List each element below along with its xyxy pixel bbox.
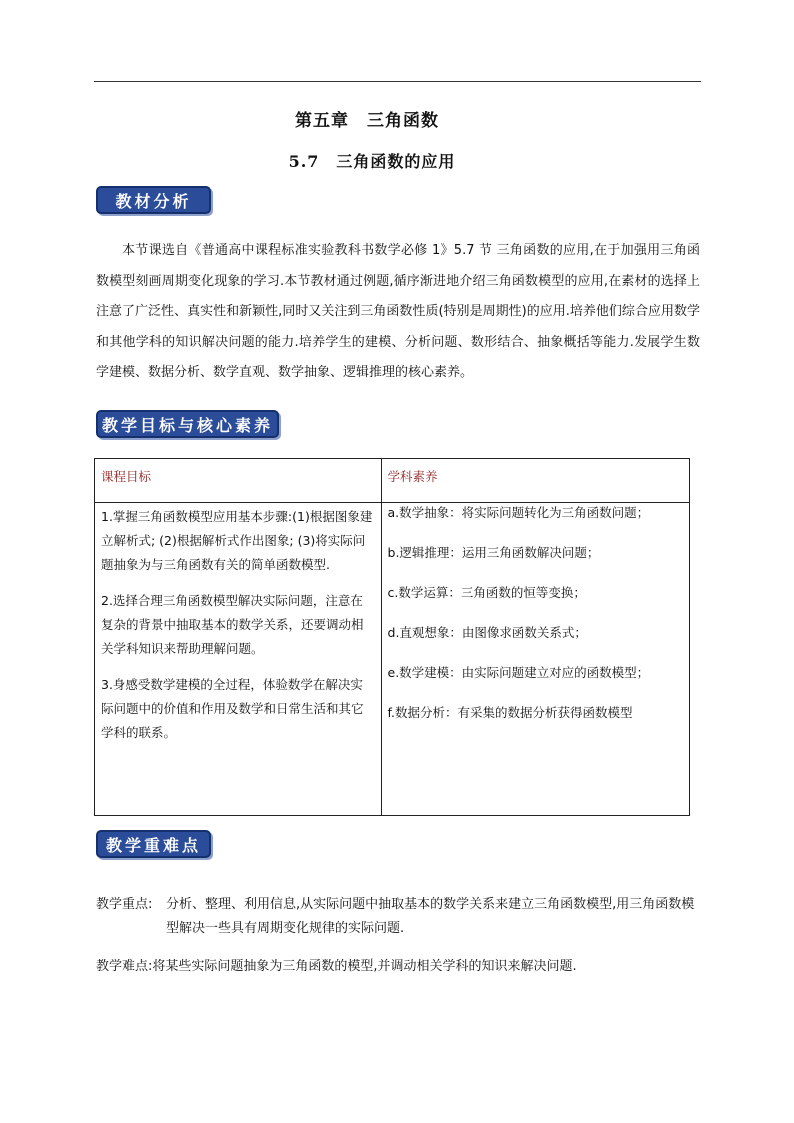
key-difficulty	[96, 955, 706, 979]
literacy-item: f.数据分析：有采集的数据分析获得函数模型	[387, 705, 633, 720]
literacy-item: b.逻辑推理：运用三角函数解决问题；	[387, 545, 600, 560]
literacy-item: d.直观想象：由图像求函数关系式；	[387, 625, 587, 640]
chapter-title: 第五章 三角函数	[295, 111, 439, 131]
table-header-row	[95, 459, 690, 503]
key-points-banner: 教学重难点	[96, 830, 211, 858]
objective-item: 2.选择合理三角函数模型解决实际问题，注意在复杂的背景中抽取基本的数学关系，还要调动相关学科知识来帮助理解问题。	[101, 593, 364, 656]
key-point-label: 教学重点:	[96, 897, 153, 912]
literacy-item: c.数学运算：三角函数的恒等变换；	[387, 585, 586, 600]
key-point-text: 分析、整理、利用信息,从实际问题中抽取基本的数学关系来建立三角函数模型,用三角函数模型解决一些具有周期变化规律的实际问题.	[166, 897, 695, 936]
section-title: 5.7 三角函数的应用	[288, 152, 456, 171]
table-body-row	[95, 503, 690, 816]
key-difficulty-label: 教学难点:	[96, 959, 153, 974]
analysis-banner: 教材分析	[96, 186, 211, 214]
literacy-item: e.数学建模：由实际问题建立对应的函数模型；	[387, 665, 650, 680]
objective-item: 1.掌握三角函数模型应用基本步骤:(1)根据图象建立解析式; (2)根据解析式作出图象; (3)将实际问题抽象为与三角函数有关的简单函数模型.	[101, 509, 373, 572]
literacy-cell	[381, 503, 689, 816]
goals-banner: 教学目标与核心素养	[96, 410, 279, 438]
objective-item: 3.身感受数学建模的全过程，体验数学在解决实际问题中的价值和作用及数学和日常生活和其它学科的联系。	[101, 677, 364, 740]
objectives-cell	[95, 503, 382, 816]
header-subject-literacy: 学科素养	[381, 459, 689, 503]
literacy-item: a.数学抽象：将实际问题转化为三角函数问题；	[387, 505, 650, 520]
top-rule	[94, 81, 701, 82]
goals-table	[94, 458, 690, 816]
analysis-paragraph: 本节课选自《普通高中课程标准实验教科书数学必修 1》5.7 节 三角函数的应用,在于加强用三角函数模型刻画周期变化现象的学习.本节教材通过例题,循序渐进地介绍三角函数模型的应用,在素材的选择上注意了广泛性、真实性和新颖性,同时又关注到三角函数性质(特别是周期性)的应用.培养他们综合应用数学和其他学科的知识解决问题的能力.培养学生的建模、分析问题、数形结合、抽象概括等能力.发展学生数学建模、数据分析、数学直观、数学抽象、逻辑推理的核心素养。	[96, 243, 700, 380]
key-point	[96, 893, 706, 936]
key-difficulty-text: 将某些实际问题抽象为三角函数的模型,并调动相关学科的知识来解决问题.	[152, 959, 577, 974]
header-course-goals: 课程目标	[95, 459, 382, 503]
